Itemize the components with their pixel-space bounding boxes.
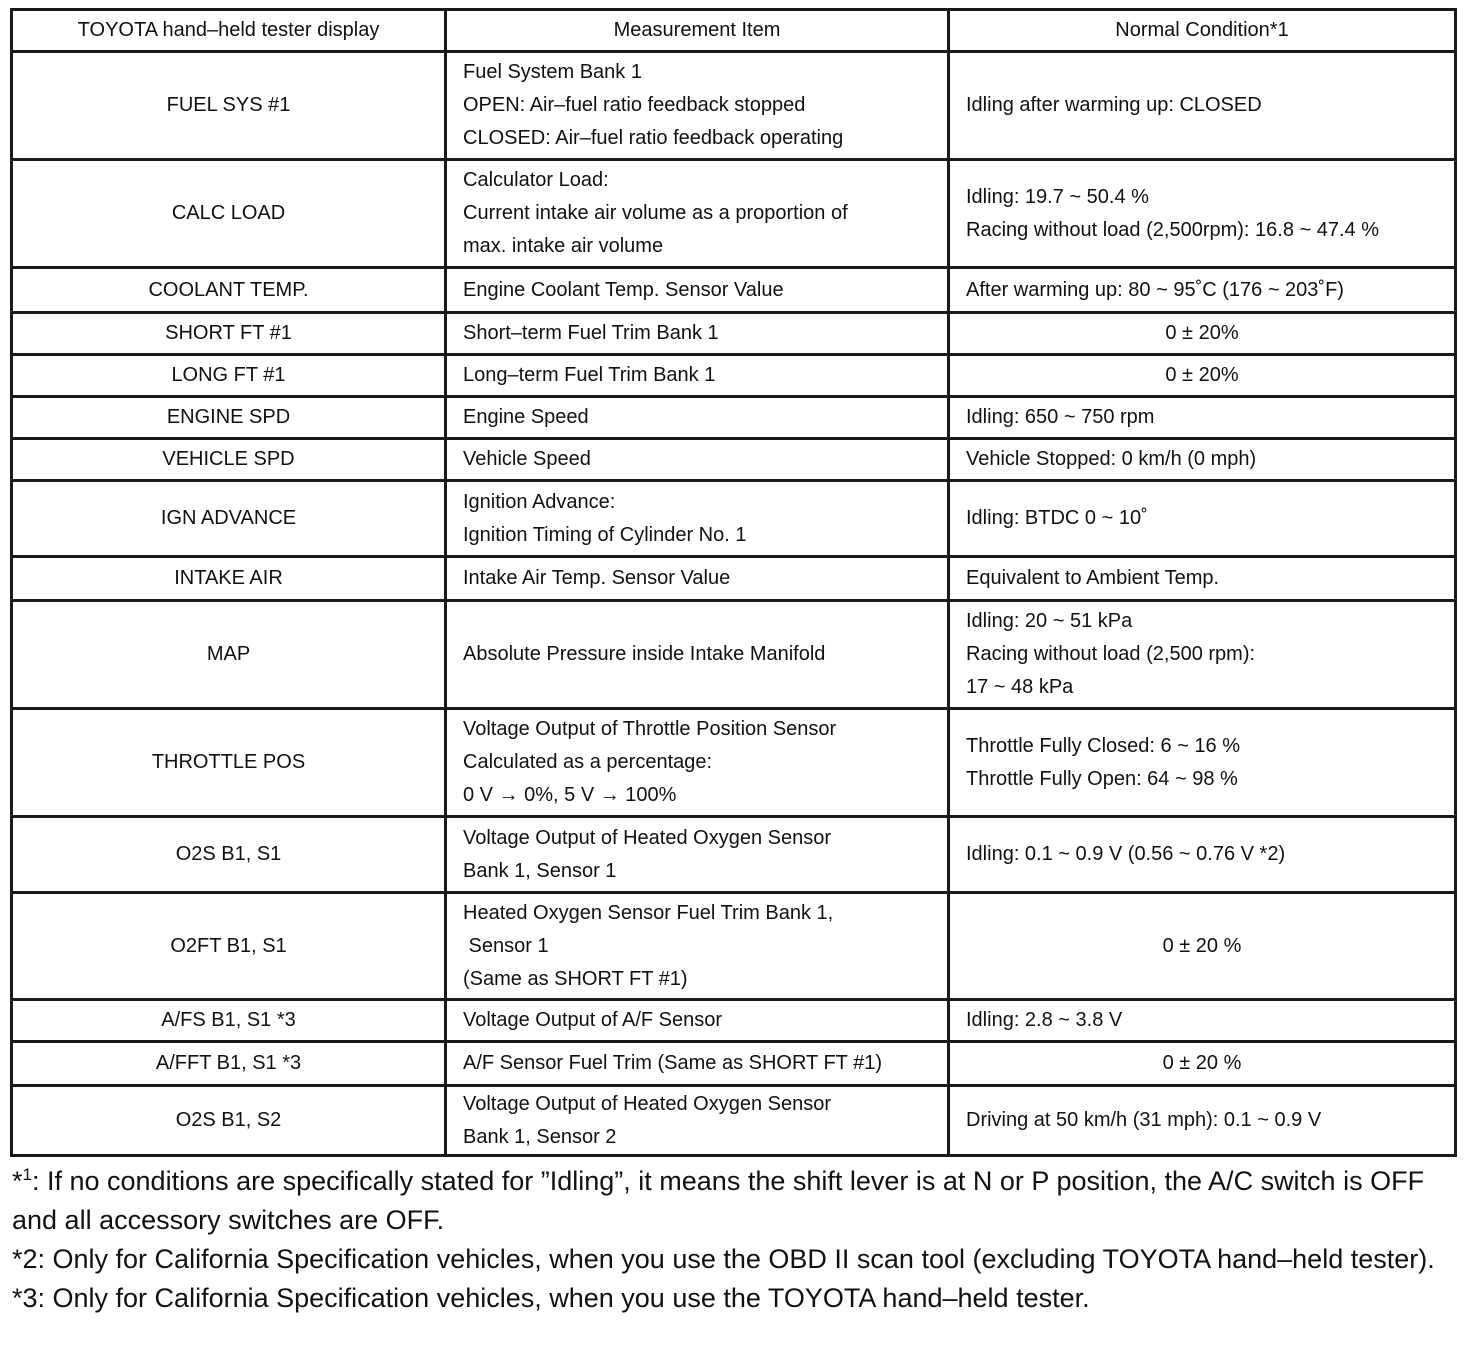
footnote-2: *2: Only for California Specification vehicles, when you use the OBD II scan tool (excluding TOYOTA hand–held tester). [12, 1244, 1435, 1274]
normal-condition-line: Racing without load (2,500 rpm): [966, 643, 1256, 665]
measurement-item-cell [446, 709, 949, 817]
measurement-item-line: Bank 1, Sensor 2 [463, 1125, 617, 1148]
tester-display-cell: IGN ADVANCE [12, 481, 446, 557]
normal-condition-line: Driving at 50 km/h (31 mph): 0.1 ~ 0.9 V [966, 1109, 1322, 1131]
normal-condition-line: 0 ± 20% [1165, 364, 1239, 386]
measurement-item-cell [446, 817, 949, 893]
normal-condition-cell [949, 1000, 1456, 1042]
measurement-item-cell [446, 1086, 949, 1156]
measurement-item-cell [446, 268, 949, 313]
normal-condition-cell [949, 397, 1456, 439]
header-normal-condition: Normal Condition*1 [949, 10, 1456, 52]
normal-condition-line: Idling: 2.8 ~ 3.8 V [966, 1009, 1123, 1031]
footnote-1-superscript: 1 [22, 1165, 32, 1184]
header-measurement-item: Measurement Item [446, 10, 949, 52]
normal-condition-cell [949, 1042, 1456, 1086]
measurement-item-line: Long–term Fuel Trim Bank 1 [463, 364, 716, 386]
tester-display-cell: O2FT B1, S1 [12, 893, 446, 1000]
measurement-item-cell [446, 439, 949, 481]
measurement-item-cell [446, 557, 949, 601]
measurement-item-line: Voltage Output of A/F Sensor [463, 1009, 723, 1031]
footnote-1-marker: * [12, 1166, 23, 1196]
tester-display-cell: THROTTLE POS [12, 709, 446, 817]
normal-condition-line: After warming up: 80 ~ 95˚C (176 ~ 203˚F) [966, 278, 1344, 301]
measurement-item-line: Voltage Output of Throttle Position Sensor [463, 718, 837, 740]
footnote-1 [12, 1162, 1462, 1240]
measurement-item-line: 0 V → 0%, 5 V → 100% [463, 784, 677, 806]
tester-display-cell: INTAKE AIR [12, 557, 446, 601]
normal-condition-cell [949, 1086, 1456, 1156]
normal-condition-cell [949, 52, 1456, 160]
measurement-item-cell [446, 893, 949, 1000]
normal-condition-cell [949, 268, 1456, 313]
measurement-item-line: Vehicle Speed [463, 448, 591, 470]
measurement-item-cell [446, 313, 949, 355]
normal-condition-line: Idling: 650 ~ 750 rpm [966, 406, 1155, 428]
measurement-item-cell [446, 481, 949, 557]
tester-display-cell: A/FFT B1, S1 *3 [12, 1042, 446, 1086]
measurement-item-line: Absolute Pressure inside Intake Manifold [463, 643, 826, 665]
measurement-item-line: Calculated as a percentage: [463, 751, 713, 773]
tester-display-cell: CALC LOAD [12, 160, 446, 268]
measurement-item-cell [446, 601, 949, 709]
normal-condition-cell [949, 817, 1456, 893]
measurement-item-cell [446, 52, 949, 160]
header-tester-display: TOYOTA hand–held tester display [12, 10, 446, 52]
measurement-item-line: Short–term Fuel Trim Bank 1 [463, 322, 719, 344]
normal-condition-line: Throttle Fully Open: 64 ~ 98 % [966, 767, 1238, 790]
table-row [12, 1000, 1456, 1042]
tester-display-cell: COOLANT TEMP. [12, 268, 446, 313]
measurement-item-line: (Same as SHORT FT #1) [463, 967, 688, 990]
table-header-row [12, 10, 1456, 52]
normal-condition-cell [949, 160, 1456, 268]
measurement-item-line: Fuel System Bank 1 [463, 61, 642, 83]
table-row [12, 601, 1456, 709]
measurement-item-line: Sensor 1 [463, 934, 549, 957]
measurement-item-cell [446, 355, 949, 397]
normal-condition-line: Racing without load (2,500rpm): 16.8 ~ 47.4 % [966, 218, 1380, 241]
normal-condition-line: Vehicle Stopped: 0 km/h (0 mph) [966, 448, 1257, 470]
measurement-item-cell [446, 397, 949, 439]
measurement-item-line: OPEN: Air–fuel ratio feedback stopped [463, 94, 806, 116]
footnotes [12, 1162, 1462, 1318]
normal-condition-line: Idling: 19.7 ~ 50.4 % [966, 185, 1149, 208]
tester-display-cell: FUEL SYS #1 [12, 52, 446, 160]
normal-condition-cell [949, 893, 1456, 1000]
normal-condition-cell [949, 313, 1456, 355]
tester-display-cell: SHORT FT #1 [12, 313, 446, 355]
measurement-item-line: CLOSED: Air–fuel ratio feedback operating [463, 127, 844, 149]
data-list-table [10, 8, 1457, 1157]
measurement-item-line: Current intake air volume as a proportion of [463, 202, 848, 224]
tester-display-cell: ENGINE SPD [12, 397, 446, 439]
table-row [12, 397, 1456, 439]
tester-display-cell: MAP [12, 601, 446, 709]
footnote-1-text: : If no conditions are specifically stated for ”Idling”, it means the shift lever is at N or P position, the A/C switch is OFF and all accessory switches are OFF. [12, 1166, 1425, 1235]
measurement-item-cell [446, 160, 949, 268]
normal-condition-line: Idling: 20 ~ 51 kPa [966, 610, 1133, 632]
measurement-item-line: Engine Coolant Temp. Sensor Value [463, 278, 784, 301]
table-row [12, 1086, 1456, 1156]
table-row [12, 817, 1456, 893]
table-row [12, 1042, 1456, 1086]
tester-display-cell: LONG FT #1 [12, 355, 446, 397]
normal-condition-line: Idling: BTDC 0 ~ 10˚ [966, 507, 1148, 529]
measurement-item-line: Ignition Timing of Cylinder No. 1 [463, 523, 747, 546]
measurement-item-line: Engine Speed [463, 406, 589, 428]
normal-condition-cell [949, 557, 1456, 601]
measurement-item-line: A/F Sensor Fuel Trim (Same as SHORT FT #1) [463, 1052, 883, 1074]
normal-condition-line: 17 ~ 48 kPa [966, 676, 1074, 698]
normal-condition-cell [949, 601, 1456, 709]
table-row [12, 268, 1456, 313]
tester-display-cell: VEHICLE SPD [12, 439, 446, 481]
normal-condition-line: 0 ± 20% [1165, 322, 1239, 344]
normal-condition-line: Throttle Fully Closed: 6 ~ 16 % [966, 734, 1241, 757]
measurement-item-line: Voltage Output of Heated Oxygen Sensor [463, 826, 832, 849]
normal-condition-cell [949, 439, 1456, 481]
tester-display-cell: O2S B1, S2 [12, 1086, 446, 1156]
normal-condition-cell [949, 355, 1456, 397]
tester-display-cell: O2S B1, S1 [12, 817, 446, 893]
table-row [12, 160, 1456, 268]
measurement-item-line: Calculator Load: [463, 169, 609, 191]
measurement-item-line: max. intake air volume [463, 235, 664, 257]
table-row [12, 355, 1456, 397]
measurement-item-cell [446, 1000, 949, 1042]
measurement-item-line: Voltage Output of Heated Oxygen Sensor [463, 1092, 832, 1115]
normal-condition-line: 0 ± 20 % [1162, 1052, 1242, 1074]
normal-condition-line: Idling after warming up: CLOSED [966, 94, 1262, 116]
measurement-item-line: Intake Air Temp. Sensor Value [463, 567, 731, 589]
table-row [12, 557, 1456, 601]
measurement-item-cell [446, 1042, 949, 1086]
table-row [12, 709, 1456, 817]
table-row [12, 481, 1456, 557]
normal-condition-cell [949, 481, 1456, 557]
table-row [12, 52, 1456, 160]
table-row [12, 439, 1456, 481]
measurement-item-line: Bank 1, Sensor 1 [463, 859, 617, 882]
normal-condition-line: Idling: 0.1 ~ 0.9 V (0.56 ~ 0.76 V *2) [966, 843, 1286, 865]
table-row [12, 313, 1456, 355]
measurement-item-line: Heated Oxygen Sensor Fuel Trim Bank 1, [463, 901, 834, 924]
normal-condition-cell [949, 709, 1456, 817]
measurement-item-line: Ignition Advance: [463, 490, 616, 513]
table-row [12, 893, 1456, 1000]
normal-condition-line: 0 ± 20 % [1162, 934, 1242, 957]
footnote-3: *3: Only for California Specification vehicles, when you use the TOYOTA hand–held tester. [12, 1283, 1090, 1313]
normal-condition-line: Equivalent to Ambient Temp. [966, 567, 1220, 589]
tester-display-cell: A/FS B1, S1 *3 [12, 1000, 446, 1042]
